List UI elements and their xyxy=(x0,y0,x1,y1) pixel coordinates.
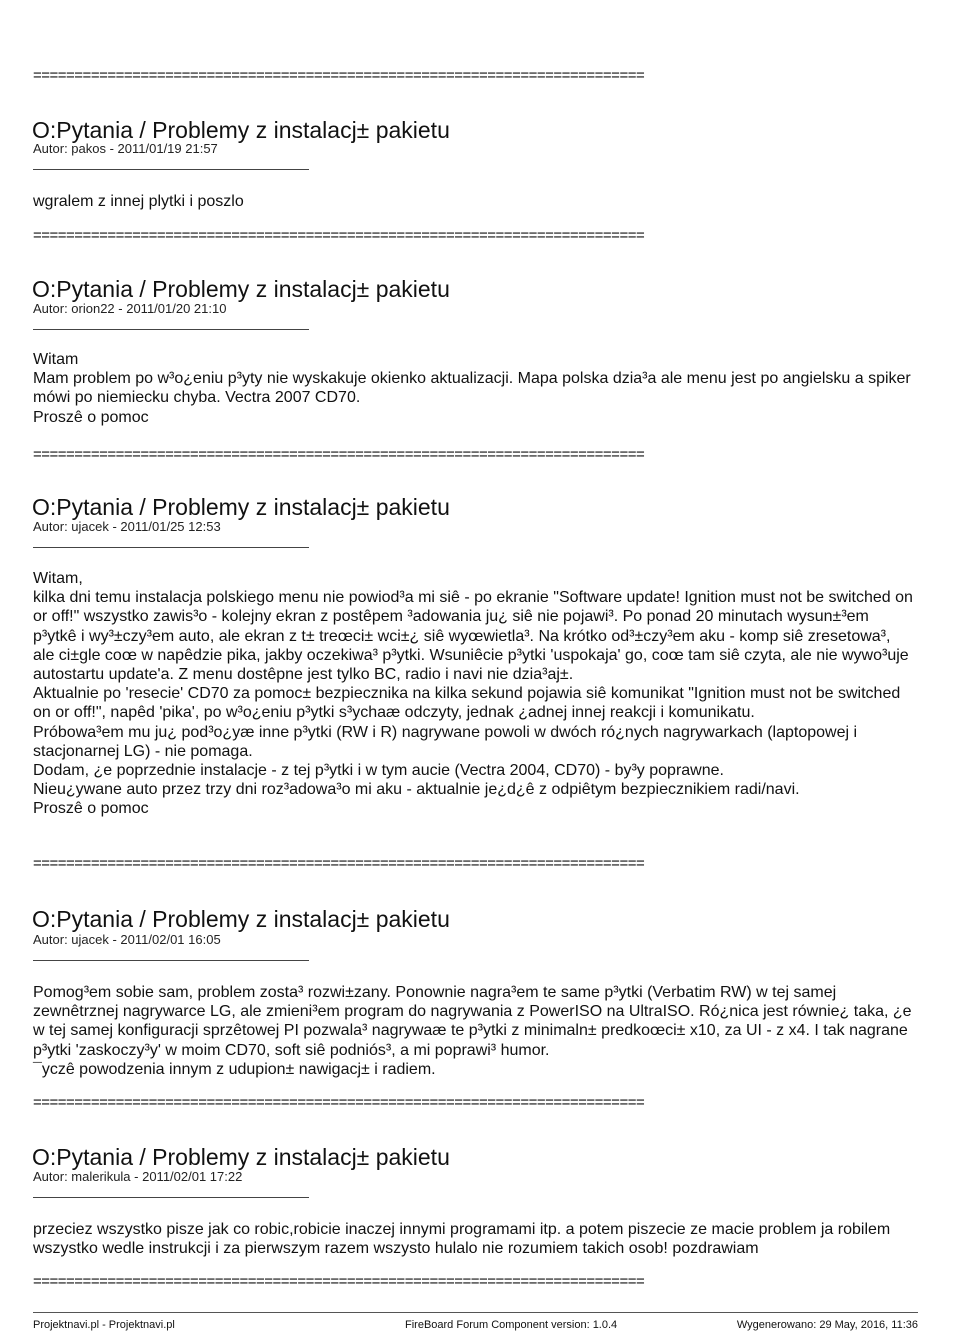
post-line: Proszê o pomoc xyxy=(33,408,149,426)
post-line: Aktualnie po 'resecie' CD70 za pomoc± bezpiecznika na kilka sekund pojawia siê komunikat "Ignition must not be switched on or off!", napêd 'pika', po w³o¿eniu p³ytki s³ychaæ odczyty, jednak ¿adnej innej reakcji i komunikatu. xyxy=(33,685,901,722)
post-divider xyxy=(33,960,309,961)
post-line: Proszê o pomoc xyxy=(33,800,149,818)
post-divider xyxy=(33,169,309,170)
post-body xyxy=(33,569,913,819)
post-title: O:Pytania / Problemy z instalacj± pakietu xyxy=(32,276,450,302)
separator-4: ========================================================================== xyxy=(33,855,645,872)
post-divider xyxy=(33,1197,309,1198)
post-line: Witam, xyxy=(33,570,83,587)
footer-generated: Wygenerowano: 29 May, 2016, 11:36 xyxy=(736,1319,918,1331)
post-line: Witam xyxy=(33,351,79,368)
post-divider xyxy=(33,329,309,330)
post-title: O:Pytania / Problemy z instalacj± pakietu xyxy=(32,1144,450,1170)
post-title: O:Pytania / Problemy z instalacj± pakietu xyxy=(32,906,450,932)
separator-2: ========================================================================== xyxy=(33,227,645,244)
post-body xyxy=(33,192,913,211)
post-line: Próbowa³em mu ju¿ pod³o¿yæ inne p³ytki (RW i R) nagrywane powoli w dwóch ró¿nych nagrywarkach (laptopowej i stacjonarnej LG) - nie pomaga. xyxy=(33,723,858,760)
post-line: kilka dni temu instalacja polskiego menu nie powiod³a mi siê - po ekranie "Software update! Ignition must not be switched on or off!" wszystko zawis³o - kolejny ekran z postêpem ³adowania ju¿ siê nie pojawi³. Po ponad 20 minutach wysun±³em p³ytkê i wy³±czy³em auto, ale ekran z t± treœci± wci±¿ siê wyœwietla³. Na krótko od³±czy³em aku - komp siê zresetowa³, ale ci±gle coœ w napêdzie pika, jakby oczekiwa³ p³ytki. Wsuniêcie p³ytki 'uspokaja' go, coœ tam siê czyta, ale nie wywo³uje autostartu update'a. Z menu dostêpne jest tylko BC, radio i navi nie dzia³aj±. xyxy=(33,589,913,684)
post-line: Mam problem po w³o¿eniu p³yty nie wyskakuje okienko aktualizacji. Mapa polska dzia³a ale menu jest po angielsku a spiker mówi po niemiecku chyba. Vectra 2007 CD70. xyxy=(33,370,911,407)
separator-1: ========================================================================== xyxy=(33,67,645,84)
post-meta: Autor: pakos - 2011/01/19 21:57 xyxy=(33,141,218,156)
separator-6: ========================================================================== xyxy=(33,1273,645,1290)
post-line: Pomog³em sobie sam, problem zosta³ rozwi±zany. Ponownie nagra³em te same p³ytki (Verbatim RW) w tej samej zewnêtrznej nagrywarce LG, ale zmieni³em program do nagrywania z PowerISO na UltraISO. Ró¿nica jest równie¿ taka, ¿e w tej samej konfiguracji sprzêtowej PI pozwala³ nagrywaæ te p³ytki z minimaln± predkoœci± x10, za UI - z x4. I tak nagrane p³ytki 'zaskoczy³y' w moim CD70, soft siê podniós³, a mi poprawi³ humor. xyxy=(33,984,912,1059)
post-title: O:Pytania / Problemy z instalacj± pakietu xyxy=(32,494,450,520)
post-body xyxy=(33,350,913,427)
post-line: wgralem z innej plytki i poszlo xyxy=(33,193,244,210)
footer-component: FireBoard Forum Component version: 1.0.4 xyxy=(405,1319,618,1331)
post-divider xyxy=(33,547,309,548)
post-meta: Autor: orion22 - 2011/01/20 21:10 xyxy=(33,301,227,316)
post-line: ¯yczê powodzenia innym z udupion± nawigacj± i radiem. xyxy=(33,1060,436,1078)
separator-3: ========================================================================== xyxy=(33,446,645,463)
page-footer xyxy=(33,1312,918,1333)
post-meta: Autor: ujacek - 2011/02/01 16:05 xyxy=(33,932,221,947)
post-title: O:Pytania / Problemy z instalacj± pakietu xyxy=(32,117,450,143)
post-line: Dodam, ¿e poprzednie instalacje - z tej p³ytki i w tym aucie (Vectra 2004, CD70) - by³y poprawne. xyxy=(33,762,724,780)
separator-5: ========================================================================== xyxy=(33,1094,645,1111)
post-body xyxy=(33,983,913,1079)
post-line: przeciez wszystko pisze jak co robic,robicie inaczej innymi programami itp. a potem piszecie ze macie problem ja robilem wszystko wedle instrukcji i za pierwszym razem wszysto hulalo nie rozumiem takich osob! pozdrawiam xyxy=(33,1221,891,1258)
footer-site: Projektnavi.pl - Projektnavi.pl xyxy=(33,1319,175,1331)
post-body xyxy=(33,1220,913,1258)
post-meta: Autor: ujacek - 2011/01/25 12:53 xyxy=(33,519,221,534)
post-line: Nieu¿ywane auto przez trzy dni roz³adowa³o mi aku - aktualnie je¿d¿ê z odpiêtym bezpiecznikiem radi/navi. xyxy=(33,781,800,799)
post-meta: Autor: malerikula - 2011/02/01 17:22 xyxy=(33,1169,243,1184)
